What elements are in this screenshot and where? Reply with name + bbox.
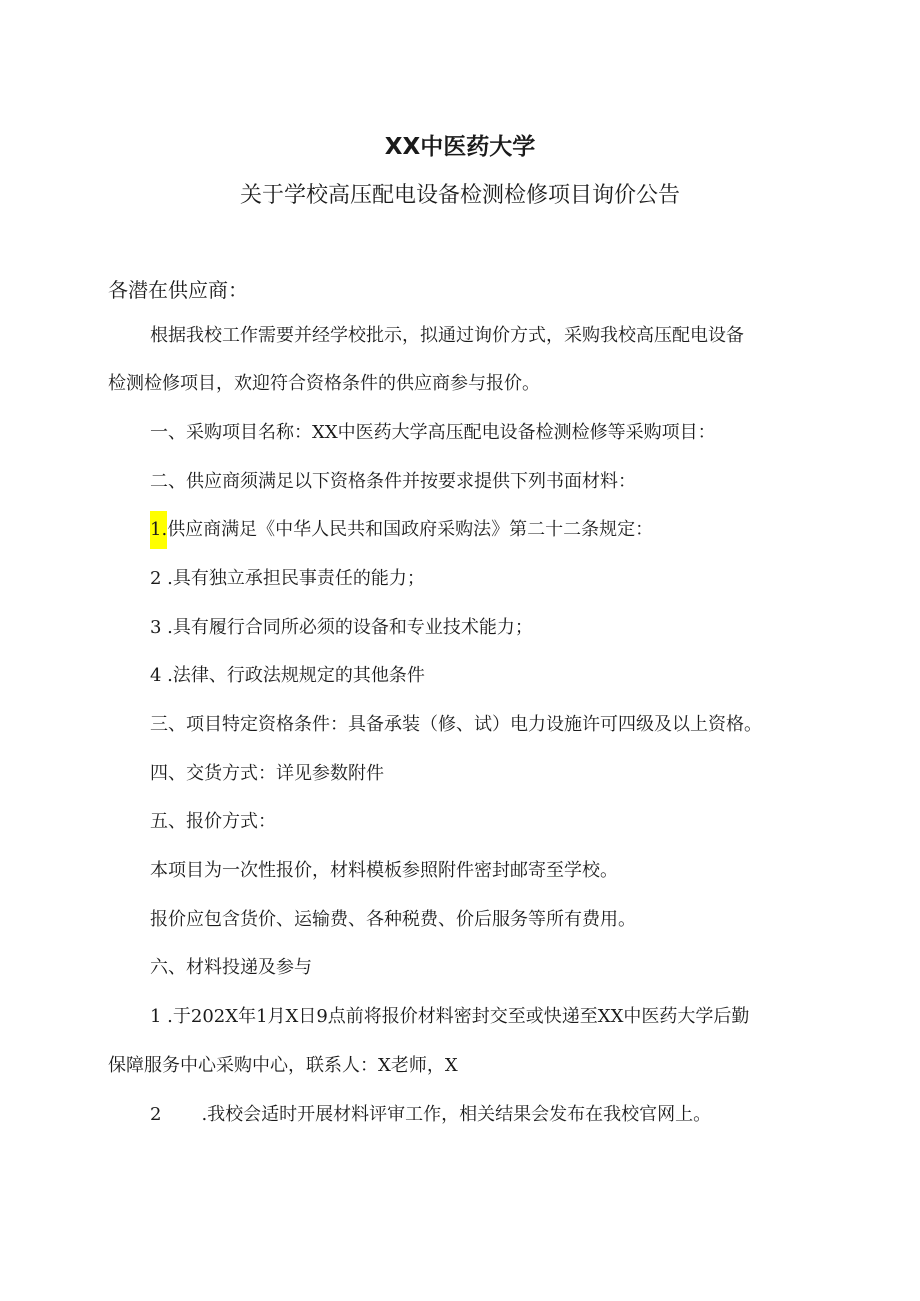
intro-paragraph-line-1: 根据我校工作需要并经学校批示，拟通过询价方式，采购我校高压配电设备 xyxy=(150,325,744,346)
section-2-item-2: 2 .具有独立承担民事责任的能力； xyxy=(150,568,425,589)
intro-paragraph-line-2: 检测检修项目，欢迎符合资格条件的供应商参与报价。 xyxy=(108,373,540,394)
document-title-announcement: 关于学校高压配电设备检测检修项目询价公告 xyxy=(239,183,680,208)
section-6-item-2-text: .我校会适时开展材料评审工作，相关结果会发布在我校官网上。 xyxy=(201,1104,712,1125)
section-2-item-4: 4 .法律、行政法规规定的其他条件 xyxy=(150,665,425,686)
section-6-item-1-line-2: 保障服务中心采购中心，联系人：X老师，X xyxy=(108,1055,458,1076)
section-5-paragraph-1: 本项目为一次性报价，材料模板参照附件密封邮寄至学校。 xyxy=(150,860,618,881)
document-title-university: XX中医药大学 xyxy=(384,134,536,160)
section-6-item-2 xyxy=(150,1102,711,1128)
section-3-special-qualifications: 三、项目特定资格条件：具备承装（修、试）电力设施许可四级及以上资格。 xyxy=(150,714,762,735)
section-2-item-1 xyxy=(150,517,653,543)
salutation: 各潜在供应商： xyxy=(108,278,248,302)
section-1-project-name: 一、采购项目名称：XX中医药大学高压配电设备检测检修等采购项目： xyxy=(150,422,716,443)
section-4-delivery: 四、交货方式：详见参数附件 xyxy=(150,763,384,784)
section-2-item-3: 3 .具有履行合同所必须的设备和专业技术能力； xyxy=(150,617,533,638)
section-6-item-1-line-1: 1 .于202X年1月X日9点前将报价材料密封交至或快递至XX中医药大学后勤 xyxy=(150,1006,750,1027)
section-5-quotation-method: 五、报价方式： xyxy=(150,811,276,832)
section-6-submission: 六、材料投递及参与 xyxy=(150,957,312,978)
section-6-item-2-number: 2 xyxy=(150,1104,162,1125)
section-2-qualifications: 二、供应商须满足以下资格条件并按要求提供下列书面材料： xyxy=(150,471,636,492)
section-5-paragraph-2: 报价应包含货价、运输费、各种税费、价后服务等所有费用。 xyxy=(150,909,636,930)
highlighted-item-number: 1. xyxy=(150,511,167,549)
section-2-item-1-text: 供应商满足《中华人民共和国政府采购法》第二十二条规定： xyxy=(167,519,654,540)
